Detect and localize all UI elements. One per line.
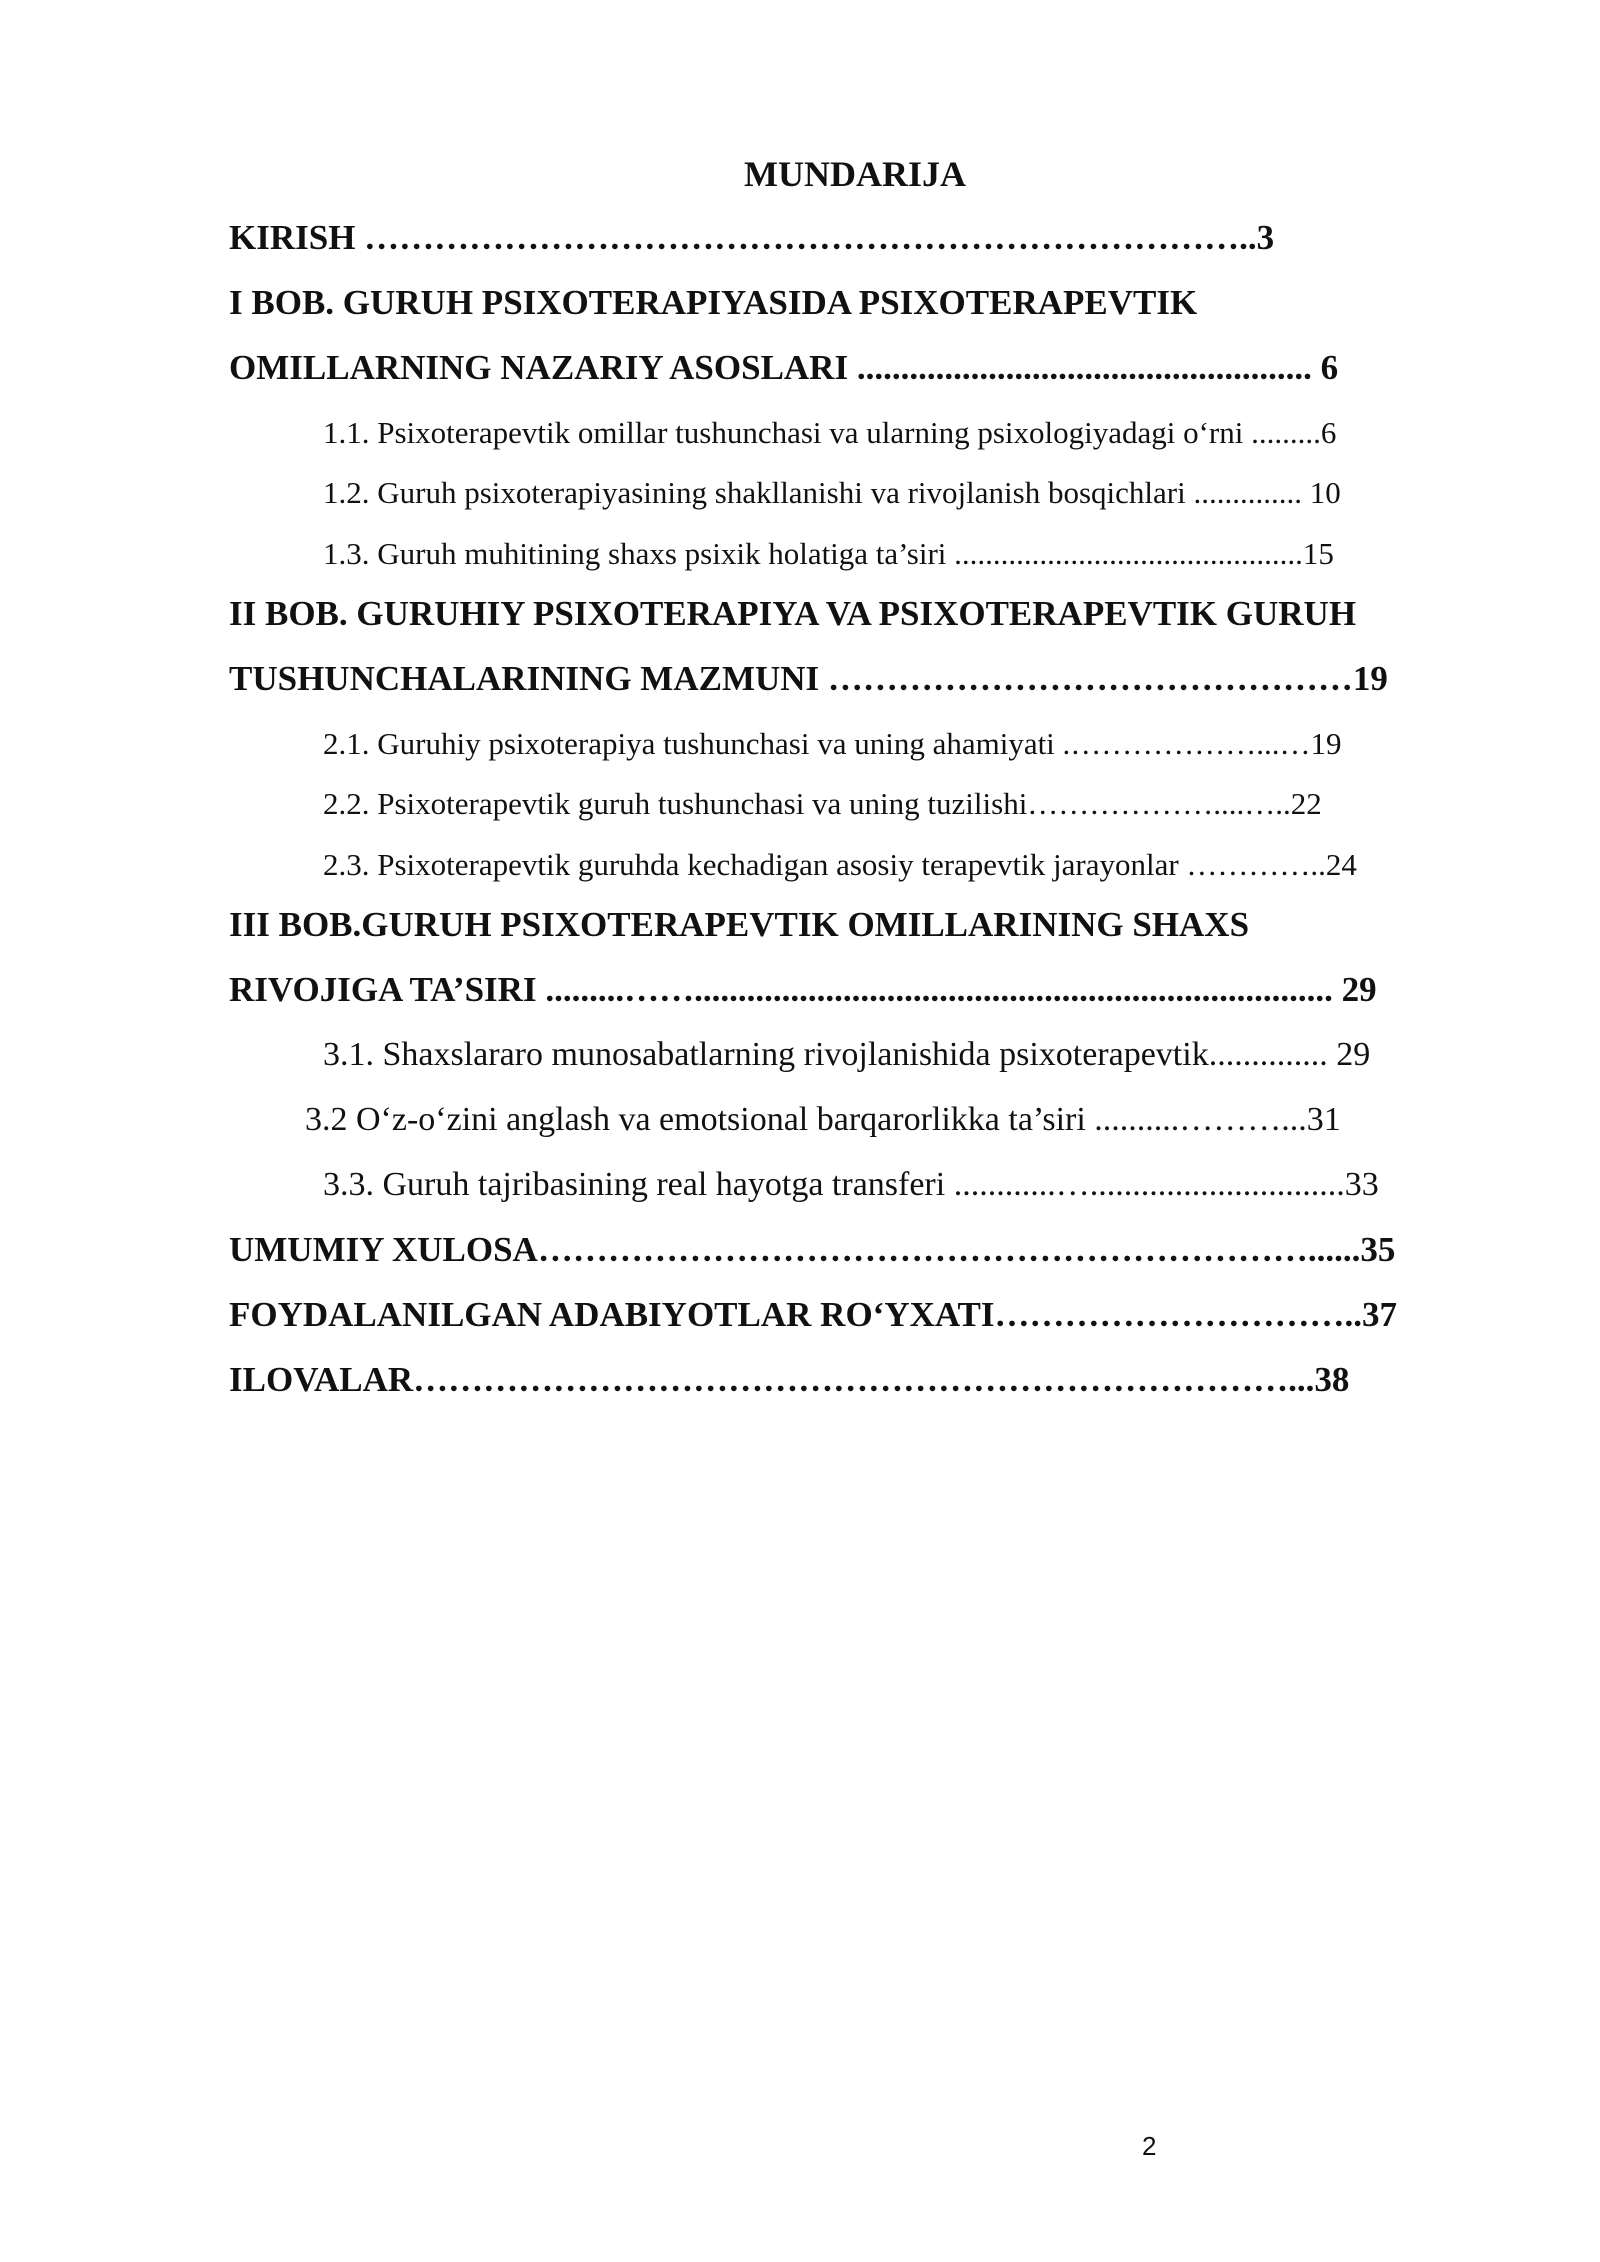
toc-entry-1-1: 1.1. Psixoterapevtik omillar tushunchasi va ularning psixologiyadagi o‘rni .........6	[323, 415, 1337, 450]
toc-entry-1-3: 1.3. Guruh muhitining shaxs psixik holatiga ta’siri .............................................15	[323, 536, 1334, 571]
toc-entry-1-2: 1.2. Guruh psixoterapiyasining shakllanishi va rivojlanish bosqichlari .............. 10	[323, 475, 1341, 510]
toc-entry-chapter-3: III BOB.GURUH PSIXOTERAPEVTIK OMILLARINING SHAXS	[229, 905, 1250, 944]
page-number: 2	[1142, 2131, 1157, 2161]
toc-entry-chapter-1: I BOB. GURUH PSIXOTERAPIYASIDA PSIXOTERAPEVTIK	[229, 283, 1198, 322]
toc-entry-references: FOYDALANILGAN ADABIYOTLAR RO‘YXATI…………………………..37	[229, 1295, 1398, 1334]
toc-entry-3-2: 3.2 O‘z-o‘zini anglash va emotsional barqarorlikka ta’siri ..........………...31	[305, 1101, 1341, 1138]
toc-entry-appendices: ILOVALAR…………………………………………………………………...38	[229, 1360, 1350, 1399]
toc-entry-chapter-2-cont: TUSHUNCHALARINING MAZMUNI ………………………………………19	[229, 659, 1388, 698]
toc-entry-chapter-2: II BOB. GURUHIY PSIXOTERAPIYA VA PSIXOTERAPEVTIK GURUH	[229, 594, 1357, 633]
toc-entry-kirish: KIRISH …………………………………………………………………..3	[229, 218, 1275, 257]
toc-entry-2-1: 2.1. Guruhiy psixoterapiya tushunchasi va uning ahamiyati .………………...…19	[323, 726, 1342, 761]
toc-entry-chapter-1-cont: OMILLARNING NAZARIY ASOSLARI .................................................... 6	[229, 348, 1339, 387]
toc-entry-3-1: 3.1. Shaxslararo munosabatlarning rivojlanishida psixoterapevtik.............. 29	[323, 1036, 1371, 1073]
toc-entry-2-2: 2.2. Psixoterapevtik guruh tushunchasi va uning tuzilishi………………....…..22	[323, 786, 1322, 821]
toc-title: MUNDARIJA	[744, 154, 966, 194]
toc-entry-conclusion: UMUMIY XULOSA…………………………………………………………......35	[229, 1230, 1396, 1269]
toc-entry-chapter-3-cont: RIVOJIGA TA’SIRI .........……......................................................................... 29	[229, 970, 1377, 1009]
toc-entry-3-3: 3.3. Guruh tajribasining real hayotga transferi ............…..............................33	[323, 1166, 1379, 1203]
toc-entry-2-3: 2.3. Psixoterapevtik guruhda kechadigan asosiy terapevtik jarayonlar …………..24	[323, 847, 1357, 882]
